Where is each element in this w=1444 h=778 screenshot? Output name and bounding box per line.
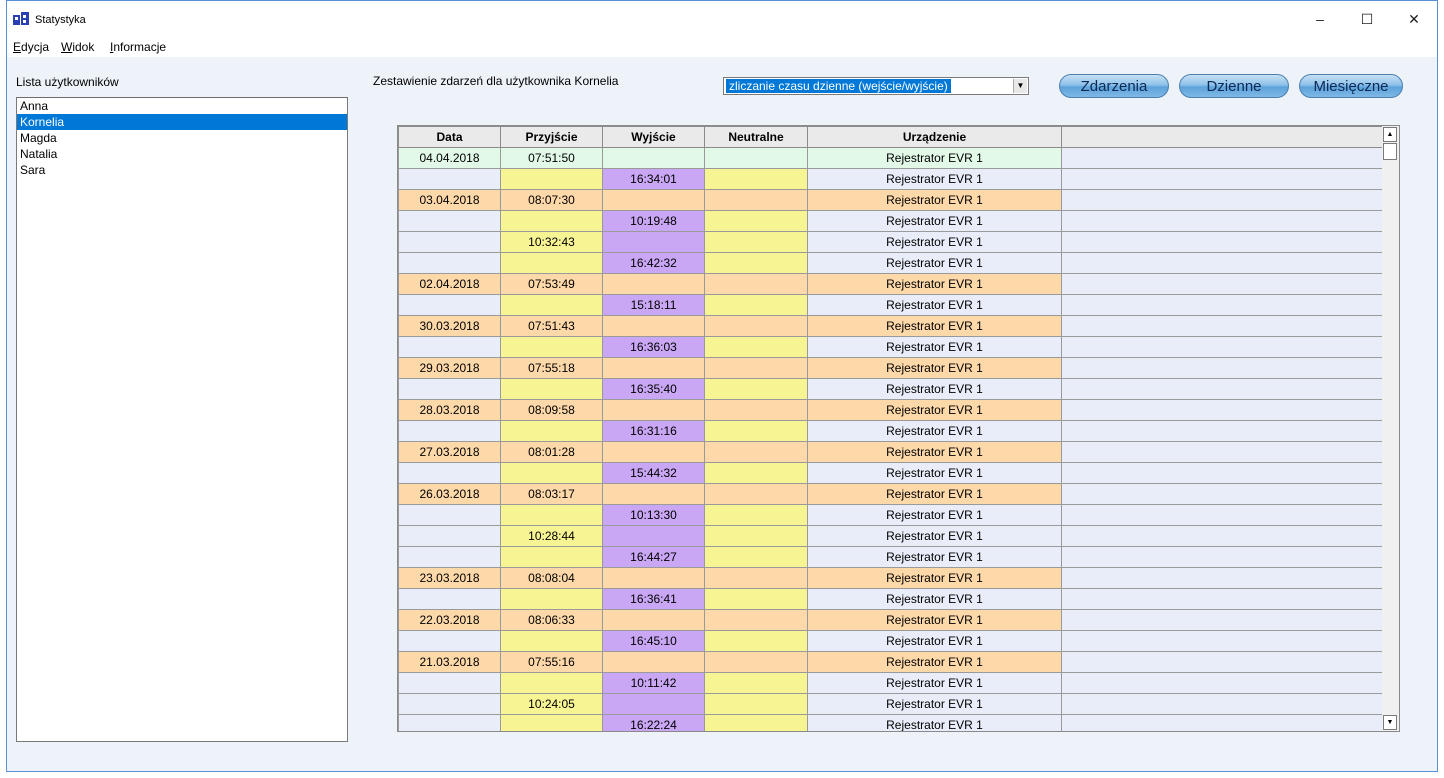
menu-bar [7, 37, 1437, 57]
table-scrollbar[interactable] [1382, 126, 1399, 731]
cell-extra [1062, 253, 1383, 274]
cell-przyjscie: 08:03:17 [501, 484, 603, 505]
cell-urzadzenie: Rejestrator EVR 1 [808, 337, 1062, 358]
table-row[interactable] [399, 148, 1383, 169]
cell-date: 23.03.2018 [399, 568, 501, 589]
cell-przyjscie [501, 505, 603, 526]
cell-przyjscie: 08:07:30 [501, 190, 603, 211]
users-list-label: Lista użytkowników [16, 75, 119, 89]
window-title: Statystyka [35, 14, 86, 26]
cell-przyjscie [501, 547, 603, 568]
cell-date [399, 421, 501, 442]
app-icon [13, 12, 29, 26]
cell-urzadzenie: Rejestrator EVR 1 [808, 526, 1062, 547]
cell-wyjscie [603, 190, 705, 211]
cell-urzadzenie: Rejestrator EVR 1 [808, 421, 1062, 442]
title-bar [7, 1, 1437, 37]
menu-informacje-mnemonic: I [110, 40, 114, 54]
cell-neutralne [705, 169, 808, 190]
cell-neutralne [705, 232, 808, 253]
cell-date [399, 337, 501, 358]
table-row[interactable] [399, 232, 1383, 253]
cell-neutralne [705, 505, 808, 526]
cell-extra [1062, 463, 1383, 484]
cell-date [399, 463, 501, 484]
menu-widok[interactable] [61, 40, 94, 54]
cell-przyjscie: 10:24:05 [501, 694, 603, 715]
cell-przyjscie: 08:09:58 [501, 400, 603, 421]
cell-date [399, 253, 501, 274]
cell-extra [1062, 400, 1383, 421]
col-header-przyjscie[interactable]: Przyjście [501, 127, 603, 148]
cell-przyjscie: 08:01:28 [501, 442, 603, 463]
scroll-up-icon[interactable]: ▲ [1383, 127, 1397, 142]
cell-wyjscie [603, 694, 705, 715]
table-row[interactable] [399, 484, 1383, 505]
table-row[interactable] [399, 568, 1383, 589]
cell-extra [1062, 316, 1383, 337]
daily-button[interactable]: Dzienne [1179, 74, 1289, 98]
table-row[interactable] [399, 169, 1383, 190]
cell-extra [1062, 610, 1383, 631]
table-row[interactable] [399, 211, 1383, 232]
cell-extra [1062, 421, 1383, 442]
table-row[interactable] [399, 337, 1383, 358]
col-header-extra[interactable] [1062, 127, 1383, 148]
cell-neutralne [705, 631, 808, 652]
cell-wyjscie: 10:11:42 [603, 673, 705, 694]
cell-extra [1062, 274, 1383, 295]
cell-neutralne [705, 358, 808, 379]
cell-wyjscie [603, 232, 705, 253]
cell-przyjscie [501, 589, 603, 610]
cell-wyjscie: 16:36:41 [603, 589, 705, 610]
table-row[interactable] [399, 442, 1383, 463]
cell-urzadzenie: Rejestrator EVR 1 [808, 169, 1062, 190]
cell-date: 28.03.2018 [399, 400, 501, 421]
cell-neutralne [705, 652, 808, 673]
cell-neutralne [705, 421, 808, 442]
cell-neutralne [705, 610, 808, 631]
cell-neutralne [705, 673, 808, 694]
cell-date [399, 505, 501, 526]
cell-wyjscie: 16:31:16 [603, 421, 705, 442]
cell-extra [1062, 694, 1383, 715]
user-list-item[interactable]: Magda [20, 131, 57, 145]
cell-neutralne [705, 484, 808, 505]
cell-neutralne [705, 190, 808, 211]
cell-date: 04.04.2018 [399, 148, 501, 169]
cell-extra [1062, 505, 1383, 526]
table-row[interactable] [399, 526, 1383, 547]
cell-urzadzenie: Rejestrator EVR 1 [808, 442, 1062, 463]
cell-urzadzenie: Rejestrator EVR 1 [808, 274, 1062, 295]
cell-extra [1062, 631, 1383, 652]
events-table [397, 125, 1400, 732]
table-row[interactable] [399, 652, 1383, 673]
cell-date: 22.03.2018 [399, 610, 501, 631]
table-row[interactable] [399, 421, 1383, 442]
cell-neutralne [705, 694, 808, 715]
maximize-button[interactable]: ☐ [1360, 10, 1374, 27]
cell-extra [1062, 169, 1383, 190]
cell-neutralne [705, 442, 808, 463]
cell-urzadzenie: Rejestrator EVR 1 [808, 316, 1062, 337]
cell-extra [1062, 358, 1383, 379]
cell-urzadzenie: Rejestrator EVR 1 [808, 484, 1062, 505]
cell-urzadzenie: Rejestrator EVR 1 [808, 190, 1062, 211]
cell-przyjscie [501, 295, 603, 316]
mode-select[interactable] [723, 77, 1029, 95]
menu-widok-mnemonic: W [61, 40, 73, 54]
chevron-down-icon[interactable]: ▼ [1013, 79, 1027, 93]
cell-extra [1062, 526, 1383, 547]
cell-extra [1062, 232, 1383, 253]
cell-wyjscie: 15:44:32 [603, 463, 705, 484]
cell-extra [1062, 190, 1383, 211]
cell-urzadzenie: Rejestrator EVR 1 [808, 673, 1062, 694]
cell-date [399, 169, 501, 190]
cell-date [399, 211, 501, 232]
cell-urzadzenie: Rejestrator EVR 1 [808, 211, 1062, 232]
cell-date [399, 715, 501, 733]
cell-wyjscie [603, 484, 705, 505]
cell-extra [1062, 652, 1383, 673]
cell-date: 21.03.2018 [399, 652, 501, 673]
cell-urzadzenie: Rejestrator EVR 1 [808, 379, 1062, 400]
cell-date [399, 232, 501, 253]
cell-wyjscie: 16:34:01 [603, 169, 705, 190]
col-header-neutralne[interactable]: Neutralne [705, 127, 808, 148]
cell-extra [1062, 673, 1383, 694]
cell-date: 03.04.2018 [399, 190, 501, 211]
cell-urzadzenie: Rejestrator EVR 1 [808, 463, 1062, 484]
cell-neutralne [705, 568, 808, 589]
monthly-button[interactable]: Miesięczne [1299, 74, 1403, 98]
cell-wyjscie: 10:19:48 [603, 211, 705, 232]
table-row[interactable] [399, 505, 1383, 526]
cell-extra [1062, 337, 1383, 358]
cell-neutralne [705, 379, 808, 400]
table-row[interactable] [399, 715, 1383, 733]
cell-wyjscie [603, 316, 705, 337]
cell-neutralne [705, 463, 808, 484]
table-row[interactable] [399, 400, 1383, 421]
user-list-item[interactable]: Natalia [20, 147, 58, 161]
cell-urzadzenie: Rejestrator EVR 1 [808, 400, 1062, 421]
cell-neutralne [705, 547, 808, 568]
cell-extra [1062, 547, 1383, 568]
cell-extra [1062, 211, 1383, 232]
cell-wyjscie: 16:22:24 [603, 715, 705, 733]
cell-neutralne [705, 274, 808, 295]
cell-przyjscie [501, 169, 603, 190]
table-row[interactable] [399, 316, 1383, 337]
cell-date [399, 379, 501, 400]
cell-urzadzenie: Rejestrator EVR 1 [808, 295, 1062, 316]
cell-przyjscie [501, 253, 603, 274]
cell-przyjscie [501, 421, 603, 442]
cell-wyjscie [603, 526, 705, 547]
cell-wyjscie [603, 652, 705, 673]
cell-przyjscie: 07:51:43 [501, 316, 603, 337]
table-row[interactable] [399, 673, 1383, 694]
cell-przyjscie: 07:51:50 [501, 148, 603, 169]
cell-urzadzenie: Rejestrator EVR 1 [808, 610, 1062, 631]
menu-edycja[interactable] [13, 40, 49, 54]
cell-extra [1062, 715, 1383, 733]
cell-przyjscie [501, 337, 603, 358]
cell-neutralne [705, 316, 808, 337]
cell-urzadzenie: Rejestrator EVR 1 [808, 547, 1062, 568]
cell-urzadzenie: Rejestrator EVR 1 [808, 148, 1062, 169]
cell-wyjscie: 16:44:27 [603, 547, 705, 568]
table-row[interactable] [399, 589, 1383, 610]
cell-wyjscie [603, 442, 705, 463]
user-list-item[interactable]: Kornelia [17, 114, 347, 130]
scroll-thumb[interactable] [1383, 143, 1397, 160]
table-row[interactable] [399, 694, 1383, 715]
cell-urzadzenie: Rejestrator EVR 1 [808, 652, 1062, 673]
cell-neutralne [705, 295, 808, 316]
cell-neutralne [705, 400, 808, 421]
mode-select-value: zliczanie czasu dzienne (wejście/wyjście) [726, 79, 951, 93]
table-row[interactable] [399, 295, 1383, 316]
cell-date [399, 526, 501, 547]
cell-neutralne [705, 253, 808, 274]
table-header-row [399, 127, 1383, 148]
cell-urzadzenie: Rejestrator EVR 1 [808, 253, 1062, 274]
table-row[interactable] [399, 190, 1383, 211]
cell-neutralne [705, 148, 808, 169]
cell-wyjscie [603, 148, 705, 169]
table-row[interactable] [399, 253, 1383, 274]
cell-date: 02.04.2018 [399, 274, 501, 295]
menu-widok-label: idok [72, 40, 95, 54]
cell-przyjscie [501, 379, 603, 400]
cell-extra [1062, 484, 1383, 505]
cell-przyjscie: 07:55:18 [501, 358, 603, 379]
cell-przyjscie [501, 715, 603, 733]
user-list-item[interactable]: Sara [20, 163, 46, 177]
cell-date [399, 631, 501, 652]
cell-wyjscie: 15:18:11 [603, 295, 705, 316]
cell-neutralne [705, 211, 808, 232]
table-row[interactable] [399, 274, 1383, 295]
cell-date [399, 589, 501, 610]
cell-extra [1062, 148, 1383, 169]
cell-date [399, 295, 501, 316]
cell-date: 26.03.2018 [399, 484, 501, 505]
cell-wyjscie [603, 400, 705, 421]
cell-extra [1062, 589, 1383, 610]
cell-urzadzenie: Rejestrator EVR 1 [808, 631, 1062, 652]
user-list[interactable] [16, 97, 348, 742]
close-button[interactable]: ✕ [1408, 10, 1420, 27]
menu-edycja-mnemonic: E [13, 40, 22, 54]
cell-przyjscie: 07:53:49 [501, 274, 603, 295]
cell-neutralne [705, 589, 808, 610]
cell-date [399, 694, 501, 715]
cell-przyjscie: 08:06:33 [501, 610, 603, 631]
cell-urzadzenie: Rejestrator EVR 1 [808, 505, 1062, 526]
cell-extra [1062, 568, 1383, 589]
col-header-wyjscie[interactable]: Wyjście [603, 127, 705, 148]
cell-przyjscie: 07:55:16 [501, 652, 603, 673]
cell-wyjscie: 10:13:30 [603, 505, 705, 526]
cell-urzadzenie: Rejestrator EVR 1 [808, 589, 1062, 610]
cell-wyjscie: 16:45:10 [603, 631, 705, 652]
cell-date: 30.03.2018 [399, 316, 501, 337]
table-row[interactable] [399, 358, 1383, 379]
cell-date: 27.03.2018 [399, 442, 501, 463]
summary-label: Zestawienie zdarzeń dla użytkownika Kornelia [373, 74, 619, 88]
cell-wyjscie [603, 610, 705, 631]
table-row[interactable] [399, 379, 1383, 400]
cell-date [399, 547, 501, 568]
cell-extra [1062, 295, 1383, 316]
cell-przyjscie [501, 211, 603, 232]
cell-przyjscie [501, 463, 603, 484]
cell-wyjscie: 16:35:40 [603, 379, 705, 400]
cell-neutralne [705, 526, 808, 547]
cell-neutralne [705, 715, 808, 733]
table-row[interactable] [399, 547, 1383, 568]
cell-przyjscie: 10:28:44 [501, 526, 603, 547]
cell-extra [1062, 442, 1383, 463]
cell-urzadzenie: Rejestrator EVR 1 [808, 568, 1062, 589]
menu-informacje-label: nformacje [113, 40, 167, 54]
cell-wyjscie: 16:42:32 [603, 253, 705, 274]
cell-date [399, 673, 501, 694]
cell-urzadzenie: Rejestrator EVR 1 [808, 715, 1062, 733]
cell-przyjscie [501, 673, 603, 694]
cell-wyjscie [603, 274, 705, 295]
cell-wyjscie: 16:36:03 [603, 337, 705, 358]
cell-urzadzenie: Rejestrator EVR 1 [808, 694, 1062, 715]
user-list-item[interactable]: Anna [20, 99, 49, 113]
cell-wyjscie [603, 568, 705, 589]
table-row[interactable] [399, 463, 1383, 484]
col-header-data[interactable]: Data [399, 127, 501, 148]
cell-extra [1062, 379, 1383, 400]
menu-informacje[interactable] [110, 40, 166, 54]
col-header-urzadzenie[interactable]: Urządzenie [808, 127, 1062, 148]
table-row[interactable] [399, 631, 1383, 652]
minimize-button[interactable]: – [1316, 11, 1324, 27]
cell-neutralne [705, 337, 808, 358]
cell-urzadzenie: Rejestrator EVR 1 [808, 232, 1062, 253]
cell-date: 29.03.2018 [399, 358, 501, 379]
cell-wyjscie [603, 358, 705, 379]
table-row[interactable] [399, 610, 1383, 631]
menu-edycja-label: dycja [21, 40, 50, 54]
cell-urzadzenie: Rejestrator EVR 1 [808, 358, 1062, 379]
events-button[interactable]: Zdarzenia [1059, 74, 1169, 98]
cell-przyjscie: 10:32:43 [501, 232, 603, 253]
scroll-down-icon[interactable]: ▼ [1383, 715, 1397, 730]
cell-przyjscie: 08:08:04 [501, 568, 603, 589]
cell-przyjscie [501, 631, 603, 652]
